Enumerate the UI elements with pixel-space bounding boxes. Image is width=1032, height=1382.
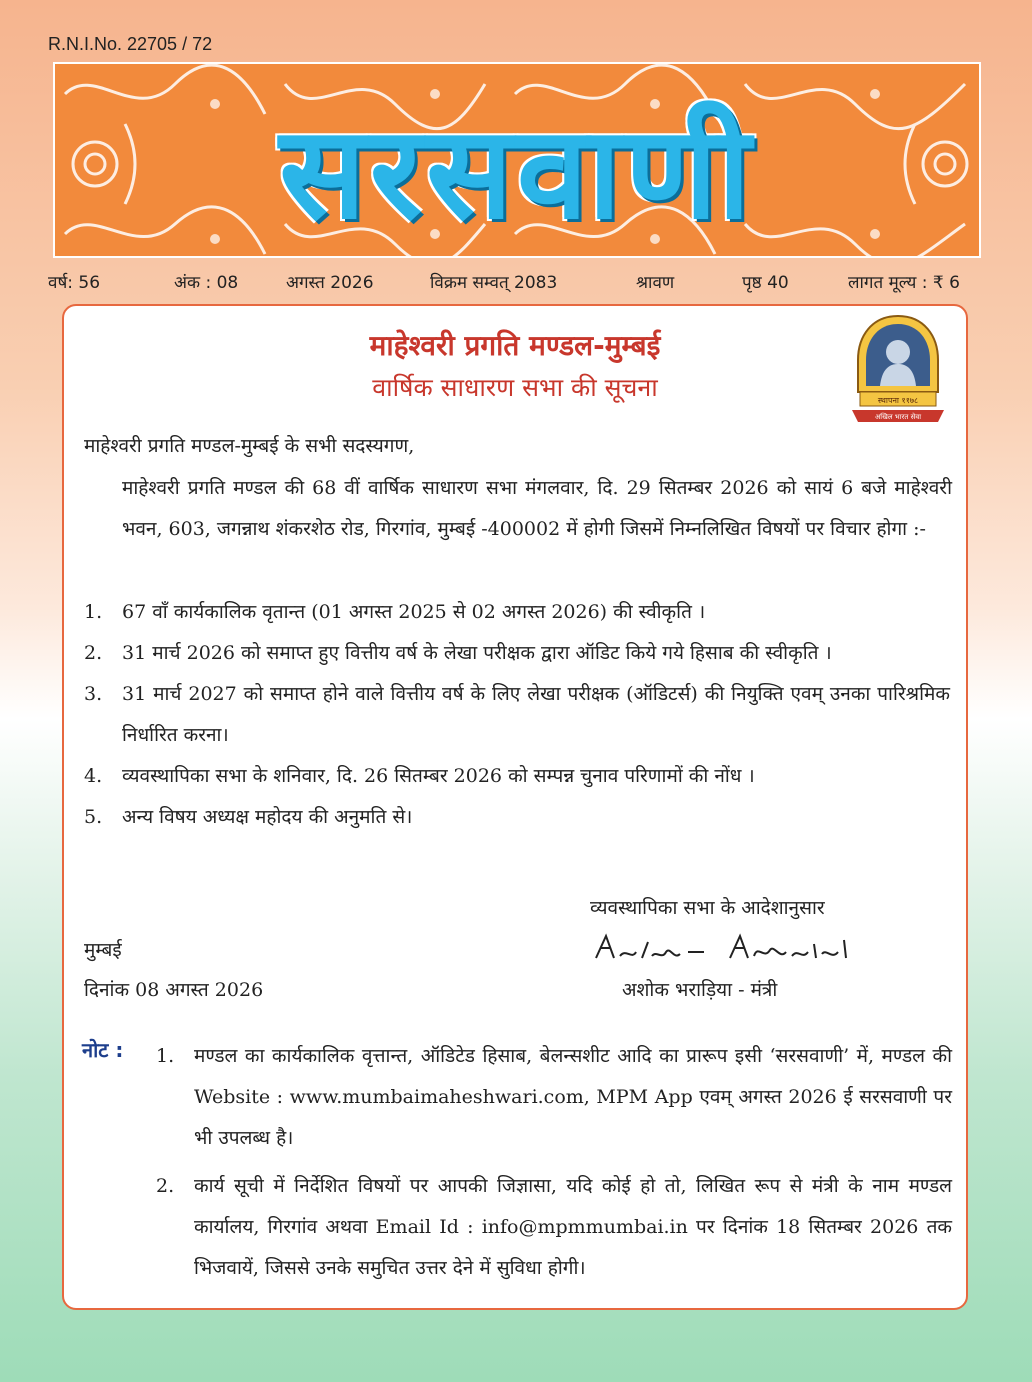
salutation: माहेश्वरी प्रगति मण्डल-मुम्बई के सभी सदस्यगण, [84,435,415,457]
note-item [156,1036,952,1159]
agenda-number: 4. [84,765,103,787]
note-text: कार्य सूची में निर्देशित विषयों पर आपकी जिज्ञासा, यदि कोई हो तो, लिखित रूप से मंत्री के नाम मण्डल कार्यालय, गिरगांव अथवा Email Id : info@mpmmumbai.in पर दिनांक 18 सितम्बर 2026 तक भिजवायें, जिससे उनके समुचित उत्तर देने में सुविधा होगी। [194,1175,952,1279]
masthead-banner [53,62,981,258]
organisation-title: माहेश्वरी प्रगति मण्डल-मुम्बई [369,329,661,362]
agenda-text: 31 मार्च 2027 को समाप्त होने वाले वित्तीय वर्ष के लिए लेखा परीक्षक (ऑडिटर्स) की नियुक्ति एवम् उनका पारिश्रमिक निर्धारित करना। [122,683,950,746]
agenda-text: 67 वाँ कार्यकालिक वृतान्त (01 अगस्त 2025 से 02 अगस्त 2026) की स्वीकृति । [122,601,706,623]
issue-samvat: विक्रम सम्वत् 2083 [430,273,558,293]
signatory-name: अशोक भराड़िया - मंत्री [622,979,778,1001]
rni-number: R.N.I.No. 22705 / 72 [48,34,213,54]
agenda-item [84,633,950,674]
issue-number: अंक : 08 [174,273,239,293]
logo-banner-text: अखिल भारत सेवा [874,413,922,421]
agenda-item [84,592,950,633]
agenda-text: अन्य विषय अध्यक्ष महोदय की अनुमति से। [122,806,413,828]
notice-intro: माहेश्वरी प्रगति मण्डल की 68 वीं वार्षिक साधारण सभा मंगलवार, दि. 29 सितम्बर 2026 को सायं 6 बजे माहेश्वरी भवन, 603, जगन्नाथ शंकरशेठ रोड, गिरगांव, मुम्बई -400002 में होगी जिसमें निम्नलिखित विषयों पर विचार होगा :- [122,477,952,540]
magazine-title: सरसवाणी [279,99,755,248]
notice-date: दिनांक 08 अगस्त 2026 [84,979,264,1001]
note-number: 1. [156,1045,175,1067]
note-number: 2. [156,1175,175,1197]
agenda-number: 3. [84,683,103,705]
notice-place: मुम्बई [84,939,122,961]
notice-subtitle: वार्षिक साधारण सभा की सूचना [372,373,658,402]
issue-price: लागत मूल्य : ₹ 6 [848,273,960,293]
authority-line: व्यवस्थापिका सभा के आदेशानुसार [590,897,825,919]
agenda-text: 31 मार्च 2026 को समाप्त हुए वित्तीय वर्ष के लेखा परीक्षक द्वारा ऑडिट किये गये हिसाब की स्वीकृति । [122,642,832,664]
issue-year: वर्ष: 56 [48,273,101,293]
agenda-item [84,756,950,797]
note-label: नोट : [82,1038,124,1062]
organisation-logo-icon [850,312,946,428]
notice-card [62,304,968,1310]
agenda-number: 2. [84,642,103,664]
agenda-text: व्यवस्थापिका सभा के शनिवार, दि. 26 सितम्बर 2026 को सम्पन्न चुनाव परिणामों की नोंध । [122,765,755,787]
issue-pages: पृष्ठ 40 [742,273,789,293]
agenda-number: 5. [84,806,103,828]
note-item [156,1166,952,1289]
signature-icon [592,930,852,966]
agenda-item [84,674,950,756]
agenda-number: 1. [84,601,103,623]
agenda-item [84,797,950,838]
issue-month: अगस्त 2026 [286,273,374,293]
logo-text: स्थापना ११७८ [877,396,919,405]
agenda-list [84,592,950,838]
issue-hindu-month: श्रावण [636,273,675,293]
issue-info-bar [48,270,988,294]
note-text: मण्डल का कार्यकालिक वृत्तान्त, ऑडिटेड हिसाब, बेलन्सशीट आदि का प्रारूप इसी ‘सरसवाणी’ में, मण्डल की Website : www.mumbaimaheshwari.com, MPM App एवम् अगस्त 2026 ई सरसवाणी पर भी उपलब्ध है। [194,1045,952,1149]
